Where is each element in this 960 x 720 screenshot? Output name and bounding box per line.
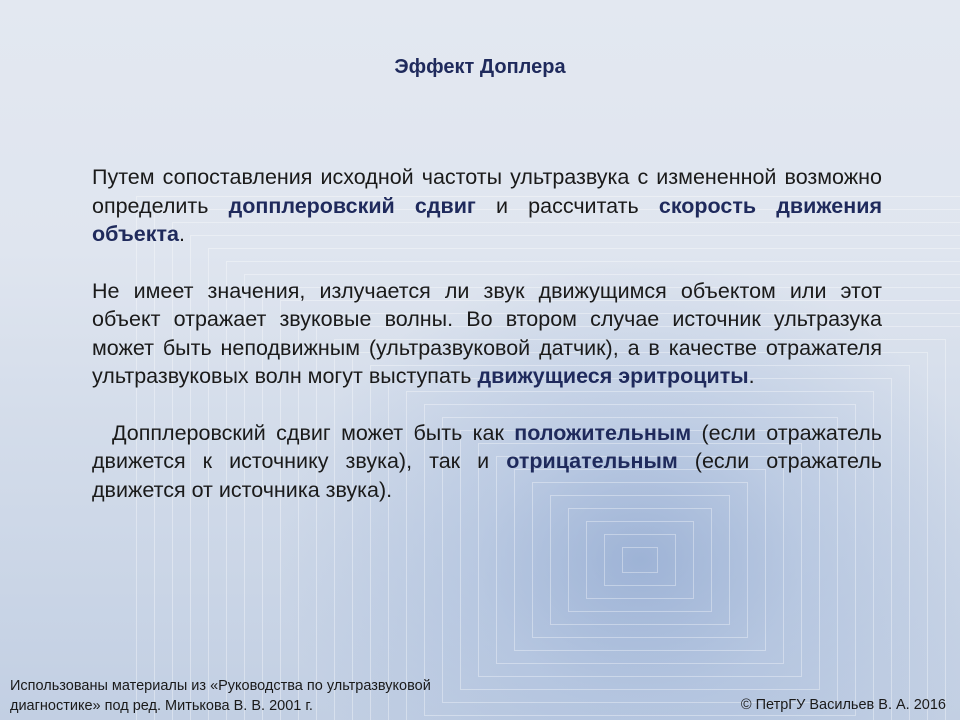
highlight-negative: отрицательным: [506, 449, 678, 473]
paragraph-2-text-1: Не имеет значения, излучается ли звук движущимся объектом или этот объект отражает звуковые волны. Во втором случае источник ультразука может быть неподвижным (ультразвуковой датчик), а в качестве отражателя ультразвуковых волн могут выступать: [92, 278, 882, 388]
slide-body: [92, 163, 882, 532]
paragraph-3-text-2: (если отражатель движется к источнику звука), так и: [92, 420, 883, 473]
paragraph-3: [92, 419, 882, 505]
paragraph-1-text-1: Путем сопоставления исходной частоты ультразвука с измененной возможно определить: [92, 165, 882, 218]
paragraph-1: [92, 163, 882, 249]
paragraph-1-text-3: .: [179, 222, 185, 246]
paragraph-3-text-1: Допплеровский сдвиг может быть как: [112, 420, 515, 445]
paragraph-2: [92, 277, 882, 391]
highlight-object-speed: скорость движения объекта: [92, 193, 882, 246]
highlight-positive: положительным: [514, 420, 692, 445]
highlight-moving-erythrocytes: движущиеся эритроциты: [477, 364, 749, 388]
paragraph-2-text-2: .: [748, 364, 755, 388]
footer-source-line-2: диагностике» под ред. Митькова В. В. 2001 г.: [10, 698, 313, 714]
footer-source: [10, 676, 530, 716]
paragraph-1-text-2: и рассчитать: [475, 193, 659, 218]
highlight-doppler-shift: допплеровский сдвиг: [228, 193, 476, 218]
footer-copyright: © ПетрГУ Васильев В. А. 2016: [740, 697, 946, 713]
paragraph-3-text-3: (если отражатель движется от источника звука).: [92, 449, 883, 502]
footer-source-line-1: Использованы материалы из «Руководства по ультразвуковой: [10, 678, 431, 694]
slide-title: Эффект Доплера: [394, 56, 566, 78]
